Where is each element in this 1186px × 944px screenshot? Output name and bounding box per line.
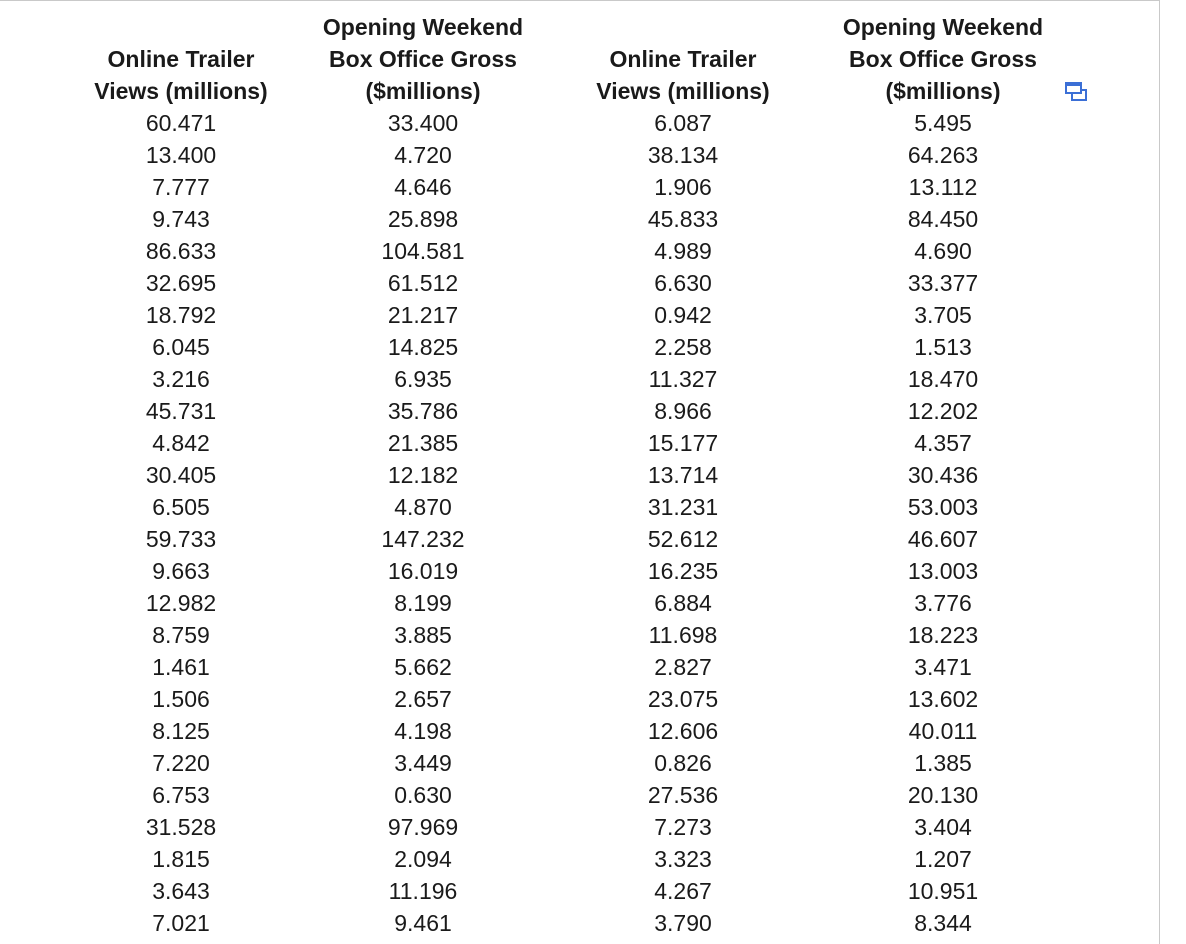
table-row bbox=[68, 427, 1072, 459]
table-cell: 7.220 bbox=[152, 750, 210, 776]
table-row bbox=[68, 395, 1072, 427]
table-cell: 45.833 bbox=[647, 206, 719, 232]
table-row bbox=[68, 107, 1072, 139]
header-box-office-2: Opening Weekend Box Office Gross ($millions) bbox=[842, 14, 1044, 104]
table-row bbox=[68, 171, 1072, 203]
table-cell: 12.182 bbox=[387, 462, 459, 488]
table-cell: 40.011 bbox=[908, 718, 978, 744]
table-cell: 5.495 bbox=[914, 110, 972, 136]
table-cell: 8.966 bbox=[654, 398, 712, 424]
table-cell: 3.776 bbox=[914, 590, 972, 616]
table-cell: 13.112 bbox=[908, 174, 978, 200]
table-cell: 9.743 bbox=[152, 206, 210, 232]
table-cell: 46.607 bbox=[907, 526, 979, 552]
table-cell: 1.385 bbox=[914, 750, 972, 776]
table-cell: 3.449 bbox=[394, 750, 452, 776]
table-cell: 6.630 bbox=[654, 270, 712, 296]
header-trailer-views-2: Online Trailer Views (millions) bbox=[596, 46, 770, 104]
table-cell: 8.344 bbox=[914, 910, 972, 936]
table-cell: 0.942 bbox=[654, 302, 712, 328]
table-cell: 12.606 bbox=[647, 718, 719, 744]
table-cell: 104.581 bbox=[381, 238, 465, 264]
table-cell: 8.125 bbox=[152, 718, 210, 744]
table-cell: 11.698 bbox=[648, 622, 718, 648]
table-row bbox=[68, 331, 1072, 363]
table-row bbox=[68, 811, 1072, 843]
table-cell: 1.506 bbox=[152, 686, 210, 712]
table-cell: 64.263 bbox=[907, 142, 979, 168]
table-row bbox=[68, 779, 1072, 811]
table-cell: 9.461 bbox=[394, 910, 452, 936]
header-trailer-views-1: Online Trailer Views (millions) bbox=[94, 46, 268, 104]
table-row bbox=[68, 203, 1072, 235]
table-row bbox=[68, 235, 1072, 267]
table-cell: 3.705 bbox=[914, 302, 972, 328]
table-row bbox=[68, 907, 1072, 939]
table-cell: 0.630 bbox=[394, 782, 452, 808]
table-row bbox=[68, 491, 1072, 523]
table-cell: 15.177 bbox=[647, 430, 719, 456]
table-cell: 30.405 bbox=[145, 462, 217, 488]
table-cell: 4.870 bbox=[394, 494, 452, 520]
table-cell: 32.695 bbox=[145, 270, 217, 296]
table-cell: 13.003 bbox=[907, 558, 979, 584]
table-cell: 5.662 bbox=[394, 654, 452, 680]
table-cell: 13.714 bbox=[647, 462, 719, 488]
table-cell: 2.657 bbox=[394, 686, 452, 712]
table-cell: 45.731 bbox=[145, 398, 217, 424]
table-cell: 4.842 bbox=[152, 430, 210, 456]
table-cell: 0.826 bbox=[654, 750, 712, 776]
table-cell: 27.536 bbox=[647, 782, 719, 808]
data-table bbox=[68, 11, 1072, 939]
table-cell: 86.633 bbox=[145, 238, 217, 264]
table-cell: 6.087 bbox=[654, 110, 712, 136]
table-cell: 4.690 bbox=[914, 238, 972, 264]
table-cell: 4.357 bbox=[914, 430, 972, 456]
table-cell: 12.202 bbox=[907, 398, 979, 424]
table-cell: 31.528 bbox=[145, 814, 217, 840]
table-cell: 7.273 bbox=[654, 814, 712, 840]
table-cell: 3.790 bbox=[654, 910, 712, 936]
table-cell: 33.400 bbox=[387, 110, 459, 136]
table-cell: 3.471 bbox=[914, 654, 972, 680]
table-cell: 13.400 bbox=[145, 142, 217, 168]
table-row bbox=[68, 651, 1072, 683]
table-cell: 147.232 bbox=[381, 526, 465, 552]
table-cell: 10.951 bbox=[907, 878, 979, 904]
table-cell: 30.436 bbox=[907, 462, 979, 488]
table-cell: 31.231 bbox=[647, 494, 719, 520]
table-row bbox=[68, 459, 1072, 491]
table-cell: 1.207 bbox=[914, 846, 972, 872]
table-row bbox=[68, 747, 1072, 779]
table-cell: 3.643 bbox=[152, 878, 210, 904]
table-cell: 33.377 bbox=[907, 270, 979, 296]
table-cell: 6.505 bbox=[152, 494, 210, 520]
table-cell: 3.216 bbox=[152, 366, 210, 392]
table-row bbox=[68, 523, 1072, 555]
table-cell: 4.720 bbox=[394, 142, 452, 168]
table-cell: 6.753 bbox=[152, 782, 210, 808]
table-cell: 21.217 bbox=[387, 302, 459, 328]
table-cell: 4.989 bbox=[654, 238, 712, 264]
table-cell: 25.898 bbox=[387, 206, 459, 232]
table-cell: 8.759 bbox=[152, 622, 210, 648]
table-cell: 11.196 bbox=[388, 878, 458, 904]
table-cell: 6.935 bbox=[394, 366, 452, 392]
header-box-office-1: Opening Weekend Box Office Gross ($millions) bbox=[322, 14, 524, 104]
table-cell: 2.827 bbox=[654, 654, 712, 680]
table-cell: 1.815 bbox=[152, 846, 210, 872]
table-row bbox=[68, 267, 1072, 299]
table-cell: 84.450 bbox=[907, 206, 979, 232]
table-cell: 4.198 bbox=[394, 718, 452, 744]
table-row bbox=[68, 139, 1072, 171]
table-row bbox=[68, 299, 1072, 331]
table-cell: 4.646 bbox=[394, 174, 452, 200]
table-cell: 7.777 bbox=[152, 174, 210, 200]
table-cell: 52.612 bbox=[647, 526, 719, 552]
table-cell: 1.461 bbox=[152, 654, 210, 680]
table-cell: 3.323 bbox=[654, 846, 712, 872]
table-cell: 2.094 bbox=[394, 846, 452, 872]
table-row bbox=[68, 619, 1072, 651]
table-cell: 16.235 bbox=[647, 558, 719, 584]
table-cell: 97.969 bbox=[387, 814, 459, 840]
table-cell: 3.404 bbox=[914, 814, 972, 840]
table-cell: 3.885 bbox=[394, 622, 452, 648]
table-cell: 18.792 bbox=[145, 302, 217, 328]
table-cell: 12.982 bbox=[145, 590, 217, 616]
table-row bbox=[68, 683, 1072, 715]
table-cell: 16.019 bbox=[387, 558, 459, 584]
table-row bbox=[68, 587, 1072, 619]
table-cell: 7.021 bbox=[152, 910, 210, 936]
table-cell: 59.733 bbox=[145, 526, 217, 552]
table-cell: 2.258 bbox=[654, 334, 712, 360]
table-cell: 8.199 bbox=[394, 590, 452, 616]
table-cell: 4.267 bbox=[654, 878, 712, 904]
copy-table-icon bbox=[1063, 80, 1091, 104]
table-body bbox=[68, 107, 1072, 939]
table-cell: 9.663 bbox=[152, 558, 210, 584]
table-cell: 1.906 bbox=[654, 174, 712, 200]
table-row bbox=[68, 875, 1072, 907]
table-cell: 35.786 bbox=[387, 398, 459, 424]
table-cell: 53.003 bbox=[907, 494, 979, 520]
table-cell: 61.512 bbox=[387, 270, 459, 296]
table-row bbox=[68, 555, 1072, 587]
copy-table-button[interactable] bbox=[1063, 80, 1091, 104]
table-cell: 13.602 bbox=[907, 686, 979, 712]
table-row bbox=[68, 715, 1072, 747]
table-cell: 18.470 bbox=[907, 366, 979, 392]
table-cell: 11.327 bbox=[648, 366, 718, 392]
table-row bbox=[68, 843, 1072, 875]
table-cell: 38.134 bbox=[647, 142, 719, 168]
table-row bbox=[68, 363, 1072, 395]
header-row bbox=[68, 11, 1072, 107]
table-cell: 18.223 bbox=[907, 622, 979, 648]
table-cell: 6.884 bbox=[654, 590, 712, 616]
table-cell: 60.471 bbox=[145, 110, 217, 136]
table-cell: 1.513 bbox=[914, 334, 972, 360]
table-cell: 14.825 bbox=[387, 334, 459, 360]
table-cell: 6.045 bbox=[152, 334, 210, 360]
table-cell: 20.130 bbox=[907, 782, 979, 808]
table-cell: 23.075 bbox=[647, 686, 719, 712]
table-cell: 21.385 bbox=[387, 430, 459, 456]
